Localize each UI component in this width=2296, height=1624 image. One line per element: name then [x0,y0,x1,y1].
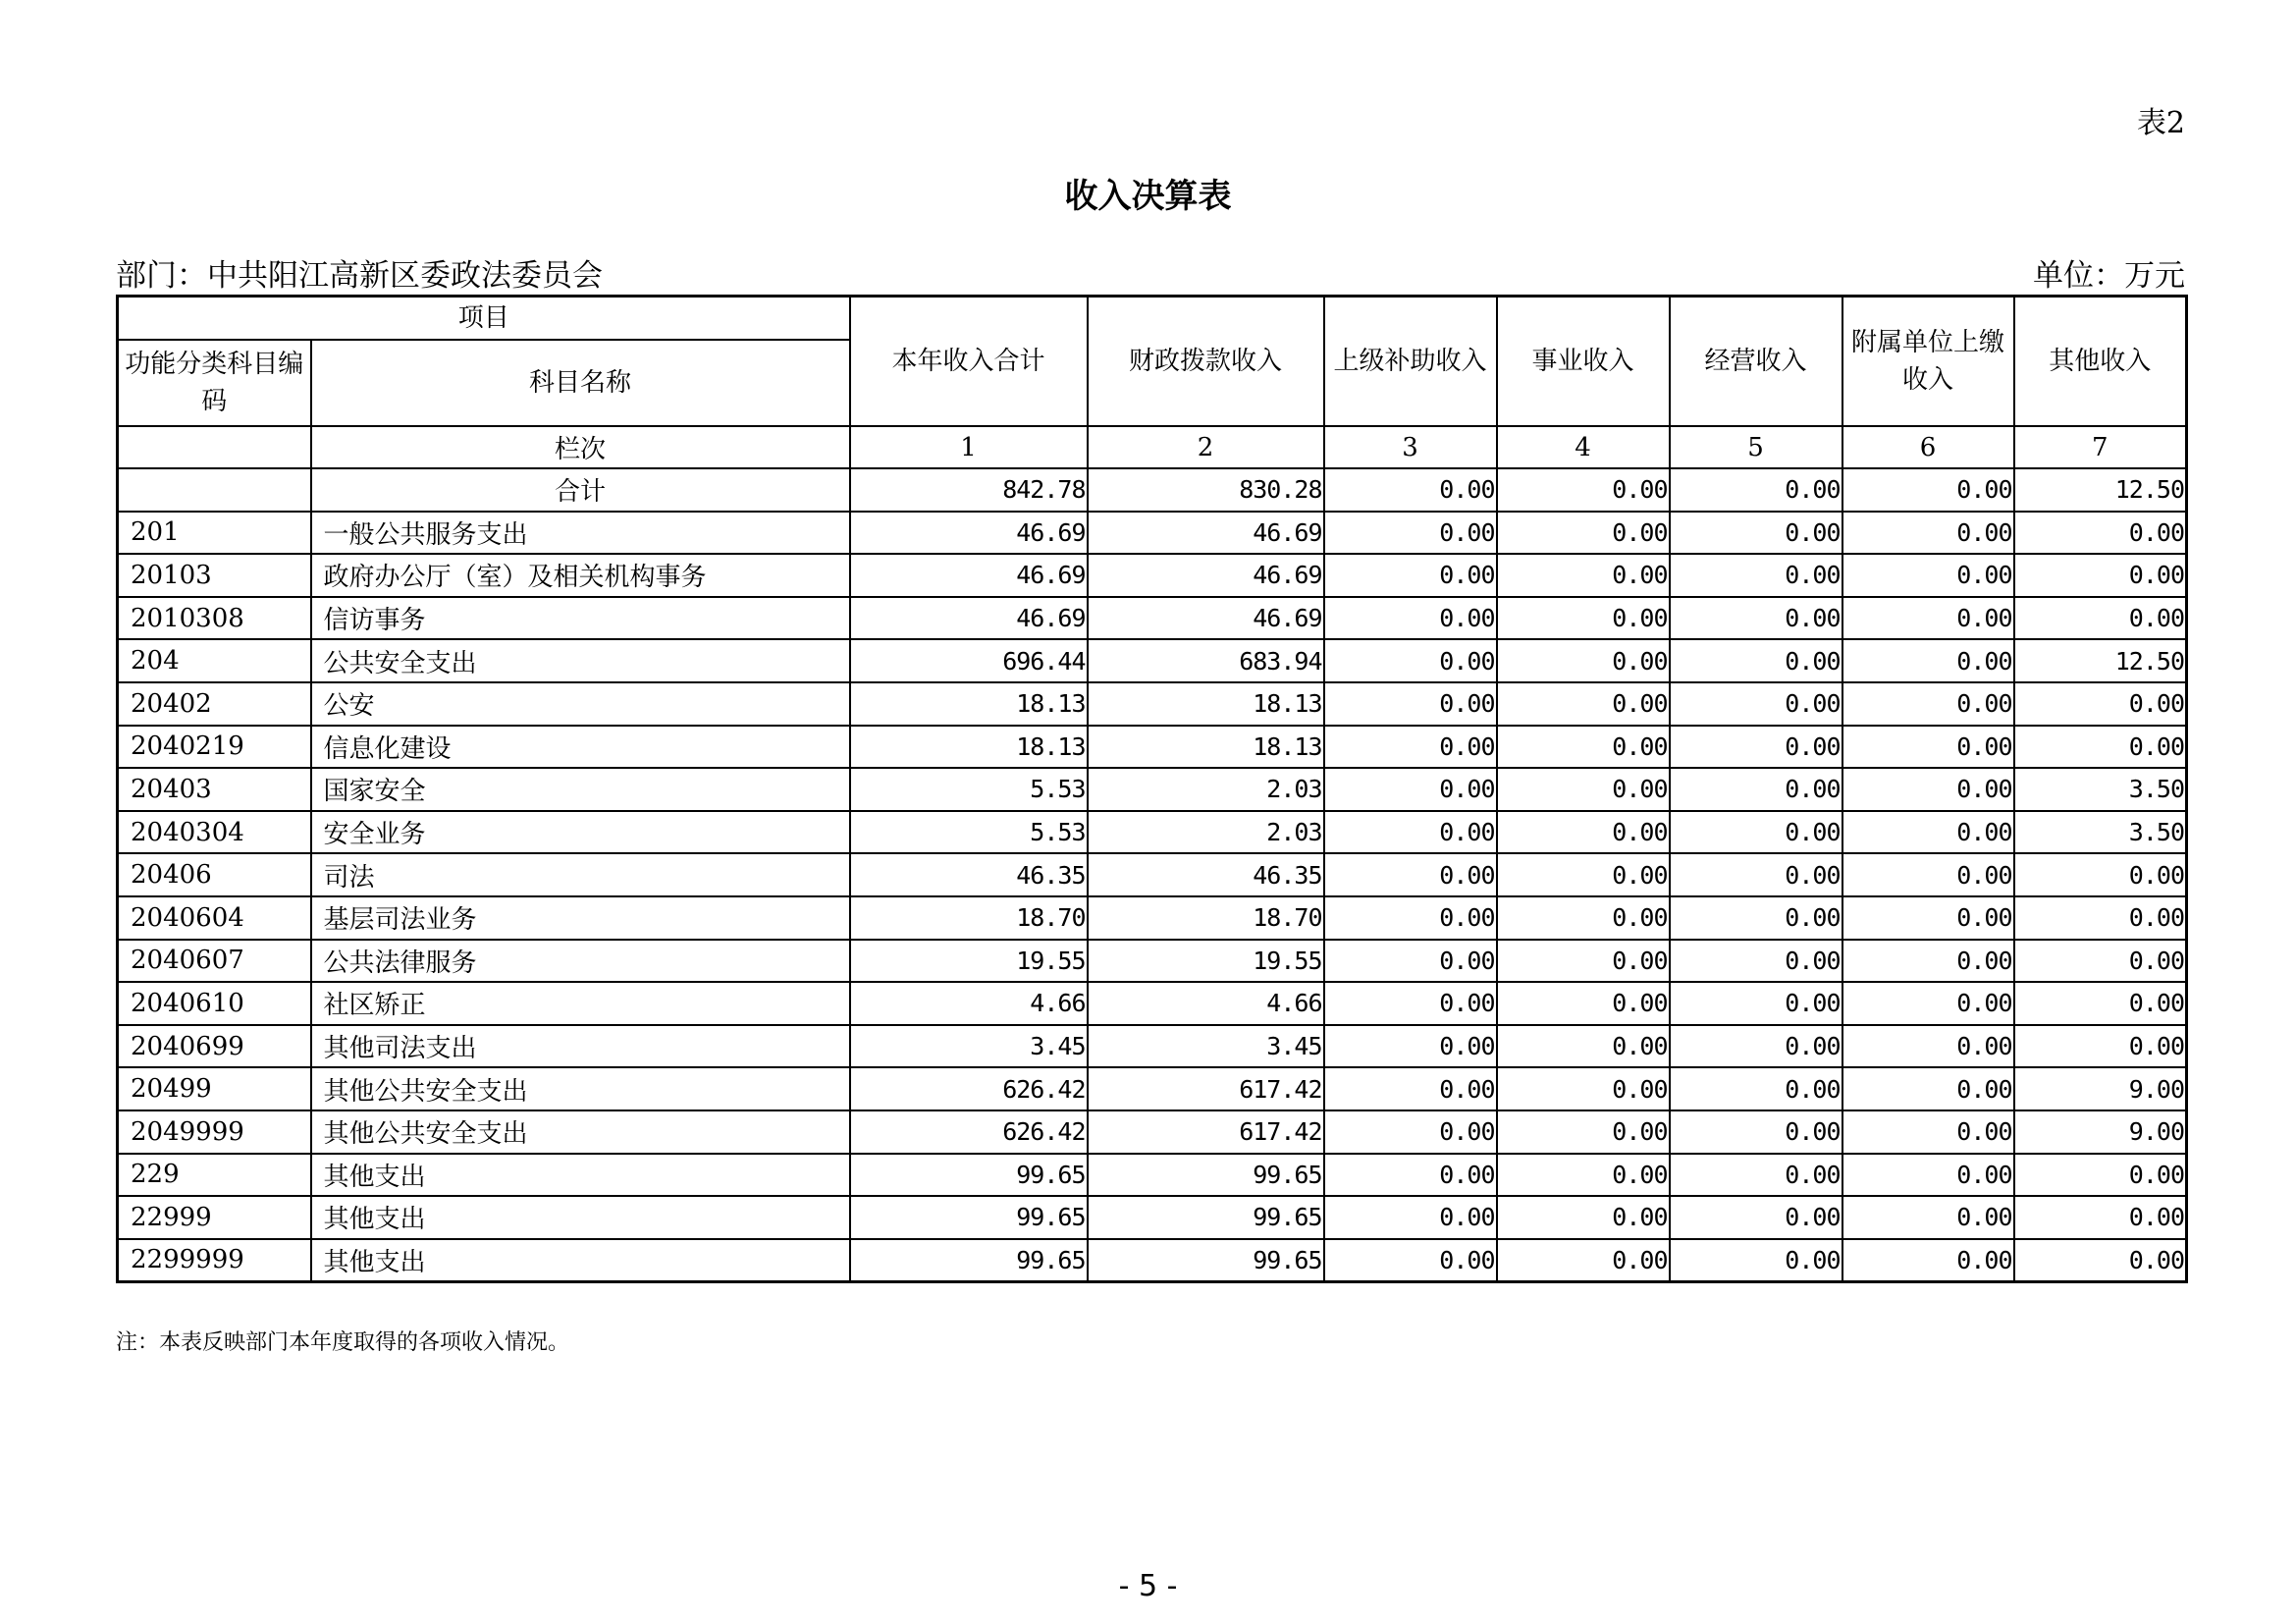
amount-cell: 0.00 [2014,682,2187,726]
amount-cell: 0.00 [1842,1025,2014,1068]
amount-cell: 18.13 [850,726,1088,769]
amount-cell: 683.94 [1088,639,1324,682]
amount-cell: 3.50 [2014,768,2187,811]
amount-cell: 0.00 [1497,1025,1670,1068]
amount-cell: 0.00 [1324,940,1497,983]
subject-code [118,468,311,512]
amount-cell: 0.00 [1842,1154,2014,1197]
subject-name: 司法 [311,853,850,896]
amount-cell: 617.42 [1088,1067,1324,1110]
amount-cell: 0.00 [1497,639,1670,682]
amount-cell: 696.44 [850,639,1088,682]
subject-code: 2049999 [118,1110,311,1154]
income-table [116,295,2188,1283]
subject-code: 204 [118,639,311,682]
table-row [118,982,2187,1025]
subject-code: 20403 [118,768,311,811]
amount-cell: 0.00 [2014,554,2187,597]
subject-name: 社区矫正 [311,982,850,1025]
amount-cell: 0.00 [1324,768,1497,811]
amount-cell: 5.53 [850,768,1088,811]
amount-cell: 12.50 [2014,468,2187,512]
amount-cell: 0.00 [1497,682,1670,726]
table-row [118,1110,2187,1154]
table-row [118,1025,2187,1068]
amount-cell: 0.00 [1324,811,1497,854]
amount-cell: 99.65 [1088,1154,1324,1197]
amount-cell: 18.70 [850,896,1088,940]
amount-cell: 0.00 [1324,512,1497,555]
amount-cell: 99.65 [850,1154,1088,1197]
page-number: - 5 - [1118,1569,1178,1603]
amount-cell: 0.00 [1842,554,2014,597]
amount-cell: 99.65 [850,1239,1088,1282]
amount-cell: 0.00 [1842,811,2014,854]
column-index-row [118,426,2187,468]
table-row [118,1067,2187,1110]
unit-label: 单位：万元 [2033,258,2185,294]
amount-cell: 0.00 [1324,896,1497,940]
header-affiliate-remittance: 附属单位上缴收入 [1842,297,2014,427]
subject-code: 2040604 [118,896,311,940]
amount-cell: 18.13 [850,682,1088,726]
table-row [118,1154,2187,1197]
amount-cell: 0.00 [1842,1239,2014,1282]
subject-name: 其他支出 [311,1239,850,1282]
amount-cell: 99.65 [850,1196,1088,1239]
amount-cell: 0.00 [2014,982,2187,1025]
amount-cell: 9.00 [2014,1067,2187,1110]
amount-cell: 0.00 [1497,940,1670,983]
amount-cell: 2.03 [1088,811,1324,854]
page-title: 收入决算表 [1064,177,1232,216]
column-index-number: 4 [1497,426,1670,468]
subject-name: 合计 [311,468,850,512]
amount-cell: 0.00 [1497,811,1670,854]
subject-name: 国家安全 [311,768,850,811]
amount-cell: 0.00 [1497,554,1670,597]
subject-code: 2040219 [118,726,311,769]
amount-cell: 0.00 [1670,682,1842,726]
amount-cell: 19.55 [1088,940,1324,983]
amount-cell: 0.00 [1497,468,1670,512]
column-index-number: 6 [1842,426,2014,468]
department-label: 部门：中共阳江高新区委政法委员会 [116,258,603,294]
amount-cell: 46.69 [1088,554,1324,597]
amount-cell: 0.00 [1842,982,2014,1025]
amount-cell: 0.00 [1324,853,1497,896]
amount-cell: 0.00 [1670,853,1842,896]
subject-name: 公共安全支出 [311,639,850,682]
subject-code: 20406 [118,853,311,896]
subject-name: 其他支出 [311,1154,850,1197]
amount-cell: 0.00 [1497,1110,1670,1154]
total-row [118,468,2187,512]
subject-name: 政府办公厅（室）及相关机构事务 [311,554,850,597]
table-row [118,597,2187,640]
amount-cell: 18.13 [1088,726,1324,769]
amount-cell: 0.00 [1670,1154,1842,1197]
column-index-number: 3 [1324,426,1497,468]
table-number: 表2 [2136,106,2185,140]
amount-cell: 0.00 [1497,1239,1670,1282]
amount-cell: 2.03 [1088,768,1324,811]
amount-cell: 0.00 [1670,639,1842,682]
table-row [118,853,2187,896]
amount-cell: 0.00 [1842,1196,2014,1239]
amount-cell: 0.00 [1497,982,1670,1025]
amount-cell: 4.66 [1088,982,1324,1025]
amount-cell: 0.00 [1324,1154,1497,1197]
table-row [118,768,2187,811]
amount-cell: 0.00 [1670,1196,1842,1239]
amount-cell: 0.00 [2014,896,2187,940]
table-row [118,1239,2187,1282]
amount-cell: 0.00 [1670,597,1842,640]
subject-code: 2010308 [118,597,311,640]
amount-cell: 0.00 [1842,896,2014,940]
subject-name: 其他支出 [311,1196,850,1239]
header-code: 功能分类科目编码 [118,340,311,426]
amount-cell: 0.00 [1497,896,1670,940]
amount-cell: 0.00 [1497,768,1670,811]
subject-code: 2040304 [118,811,311,854]
amount-cell: 46.69 [1088,597,1324,640]
amount-cell: 0.00 [1842,726,2014,769]
subject-code: 229 [118,1154,311,1197]
table-note: 注：本表反映部门本年度取得的各项收入情况。 [116,1330,570,1355]
amount-cell: 0.00 [1324,597,1497,640]
table-row [118,940,2187,983]
amount-cell: 626.42 [850,1110,1088,1154]
subject-code: 20103 [118,554,311,597]
amount-cell: 3.45 [1088,1025,1324,1068]
amount-cell: 0.00 [1497,512,1670,555]
amount-cell: 0.00 [2014,512,2187,555]
amount-cell: 0.00 [1842,597,2014,640]
amount-cell: 0.00 [1324,468,1497,512]
amount-cell: 0.00 [1324,554,1497,597]
subject-code: 20499 [118,1067,311,1110]
amount-cell: 0.00 [1670,1239,1842,1282]
amount-cell: 0.00 [1324,1239,1497,1282]
amount-cell: 626.42 [850,1067,1088,1110]
amount-cell: 0.00 [2014,940,2187,983]
subject-code: 22999 [118,1196,311,1239]
amount-cell: 0.00 [1324,1110,1497,1154]
subject-code: 2299999 [118,1239,311,1282]
amount-cell: 0.00 [1670,1067,1842,1110]
header-institution-income: 事业收入 [1497,297,1670,427]
amount-cell: 0.00 [1670,768,1842,811]
header-name: 科目名称 [311,340,850,426]
amount-cell: 0.00 [1670,811,1842,854]
amount-cell: 46.35 [850,853,1088,896]
amount-cell: 0.00 [1670,896,1842,940]
subject-name: 一般公共服务支出 [311,512,850,555]
amount-cell: 46.69 [850,554,1088,597]
subject-name: 信息化建设 [311,726,850,769]
header-project: 项目 [118,297,850,341]
subject-code: 2040699 [118,1025,311,1068]
amount-cell: 0.00 [1497,1067,1670,1110]
amount-cell: 0.00 [1842,940,2014,983]
amount-cell: 0.00 [1842,512,2014,555]
amount-cell: 0.00 [1324,1067,1497,1110]
amount-cell: 830.28 [1088,468,1324,512]
amount-cell: 0.00 [2014,1239,2187,1282]
amount-cell: 3.45 [850,1025,1088,1068]
column-index-label: 栏次 [311,426,850,468]
amount-cell: 842.78 [850,468,1088,512]
subject-code: 2040607 [118,940,311,983]
amount-cell: 0.00 [2014,1025,2187,1068]
amount-cell: 0.00 [1842,853,2014,896]
subject-name: 其他公共安全支出 [311,1067,850,1110]
amount-cell: 0.00 [1842,768,2014,811]
amount-cell: 18.13 [1088,682,1324,726]
amount-cell: 0.00 [1842,682,2014,726]
amount-cell: 0.00 [1324,1025,1497,1068]
amount-cell: 0.00 [1842,468,2014,512]
header-superior-subsidy: 上级补助收入 [1324,297,1497,427]
subject-name: 信访事务 [311,597,850,640]
column-index-number: 2 [1088,426,1324,468]
column-index-empty [118,426,311,468]
subject-code: 2040610 [118,982,311,1025]
amount-cell: 5.53 [850,811,1088,854]
amount-cell: 0.00 [1324,1196,1497,1239]
amount-cell: 0.00 [2014,726,2187,769]
table-row [118,896,2187,940]
amount-cell: 46.35 [1088,853,1324,896]
column-index-number: 1 [850,426,1088,468]
amount-cell: 0.00 [1670,468,1842,512]
amount-cell: 4.66 [850,982,1088,1025]
amount-cell: 18.70 [1088,896,1324,940]
subject-code: 20402 [118,682,311,726]
amount-cell: 99.65 [1088,1239,1324,1282]
amount-cell: 46.69 [850,512,1088,555]
amount-cell: 0.00 [1670,554,1842,597]
amount-cell: 0.00 [1324,726,1497,769]
subject-name: 基层司法业务 [311,896,850,940]
subject-name: 公共法律服务 [311,940,850,983]
amount-cell: 0.00 [1324,982,1497,1025]
amount-cell: 0.00 [1670,726,1842,769]
header-operating-income: 经营收入 [1670,297,1842,427]
amount-cell: 0.00 [2014,1154,2187,1197]
amount-cell: 9.00 [2014,1110,2187,1154]
table-row [118,512,2187,555]
subject-code: 201 [118,512,311,555]
amount-cell: 0.00 [1497,853,1670,896]
amount-cell: 0.00 [1670,512,1842,555]
subject-name: 其他司法支出 [311,1025,850,1068]
header-row [118,297,2187,341]
amount-cell: 3.50 [2014,811,2187,854]
amount-cell: 0.00 [2014,597,2187,640]
amount-cell: 0.00 [1842,1110,2014,1154]
table-row [118,554,2187,597]
amount-cell: 0.00 [1670,982,1842,1025]
amount-cell: 617.42 [1088,1110,1324,1154]
amount-cell: 0.00 [1670,1025,1842,1068]
amount-cell: 0.00 [1497,1154,1670,1197]
table-row [118,726,2187,769]
amount-cell: 0.00 [1324,639,1497,682]
amount-cell: 0.00 [1324,682,1497,726]
header-fiscal-appropriation: 财政拨款收入 [1088,297,1324,427]
amount-cell: 0.00 [1497,1196,1670,1239]
amount-cell: 0.00 [1670,940,1842,983]
amount-cell: 99.65 [1088,1196,1324,1239]
amount-cell: 19.55 [850,940,1088,983]
table-row [118,682,2187,726]
subject-name: 其他公共安全支出 [311,1110,850,1154]
table-row [118,1196,2187,1239]
amount-cell: 0.00 [1670,1110,1842,1154]
amount-cell: 46.69 [850,597,1088,640]
amount-cell: 0.00 [2014,1196,2187,1239]
subject-name: 公安 [311,682,850,726]
amount-cell: 0.00 [1497,597,1670,640]
amount-cell: 46.69 [1088,512,1324,555]
amount-cell: 0.00 [1842,1067,2014,1110]
subject-name: 安全业务 [311,811,850,854]
column-index-number: 5 [1670,426,1842,468]
amount-cell: 0.00 [1497,726,1670,769]
column-index-number: 7 [2014,426,2187,468]
amount-cell: 12.50 [2014,639,2187,682]
table-row [118,811,2187,854]
amount-cell: 0.00 [1842,639,2014,682]
header-total-income: 本年收入合计 [850,297,1088,427]
amount-cell: 0.00 [2014,853,2187,896]
header-other-income: 其他收入 [2014,297,2187,427]
table-row [118,639,2187,682]
